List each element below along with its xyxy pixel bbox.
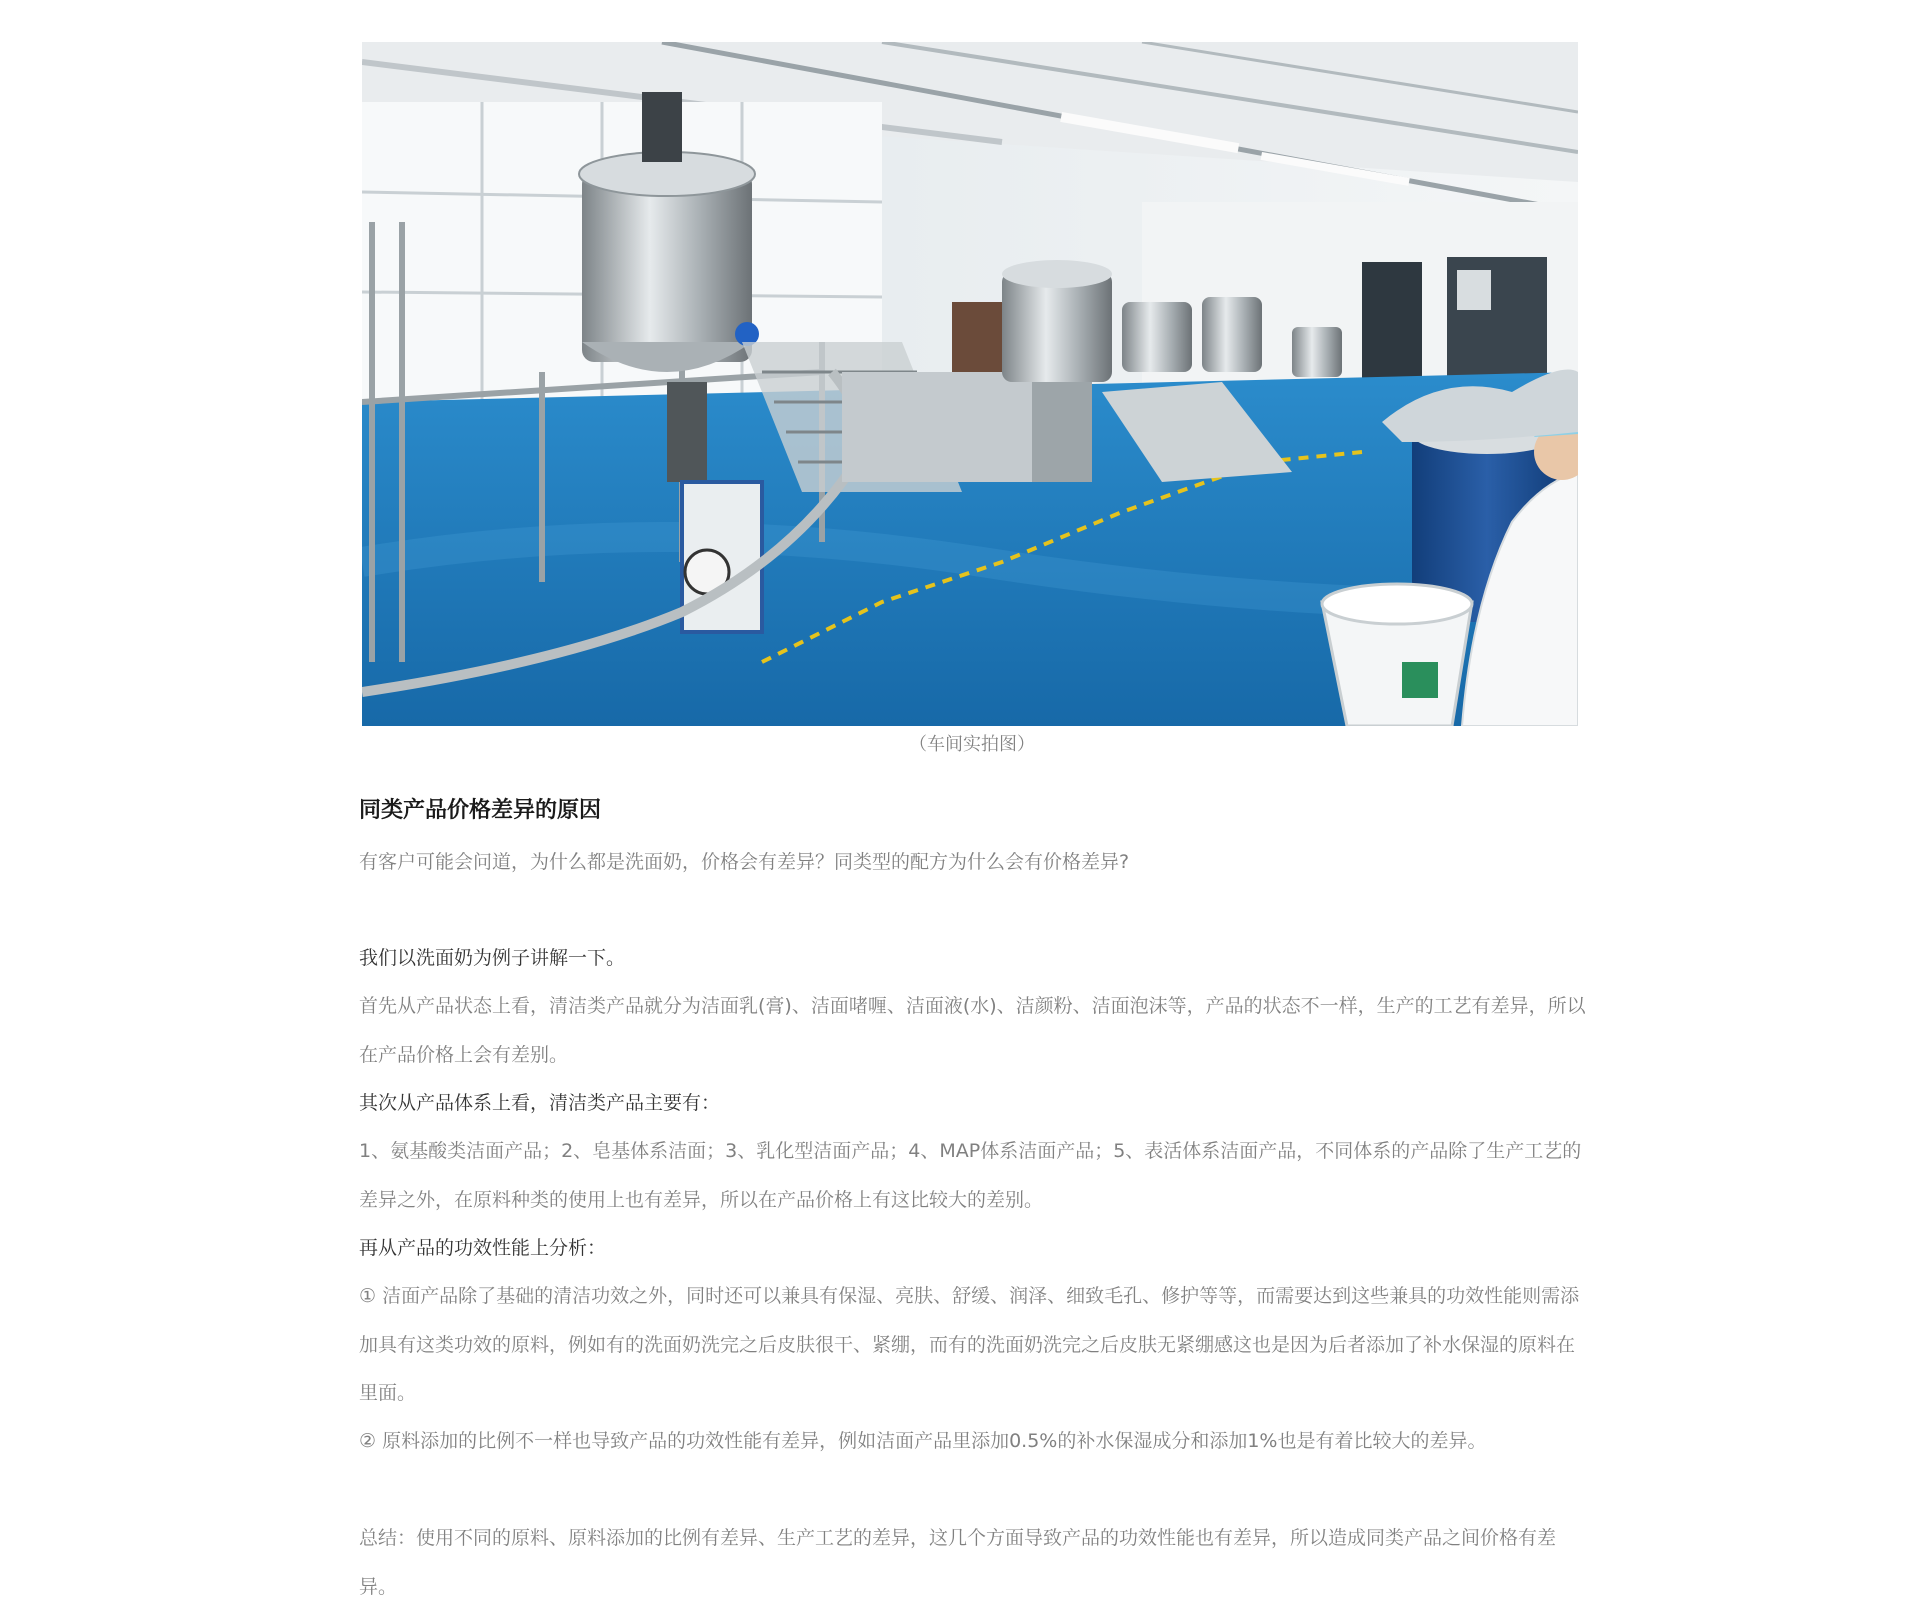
paragraph-summary: 总结：使用不同的原料、原料添加的比例有差异、生产工艺的差异，这几个方面导致产品的功效性能也有差异，所以造成同类产品之间价格有差异。	[359, 1527, 1557, 1598]
paragraph-question: 有客户可能会问道，为什么都是洗面奶，价格会有差异？同类型的配方为什么会有价格差异?	[359, 851, 1130, 873]
workshop-photo	[362, 42, 1578, 726]
paragraph-system-list: 1、氨基酸类洁面产品；2、皂基体系洁面；3、乳化型洁面产品；4、MAP体系洁面产品；5、表活体系洁面产品，不同体系的产品除了生产工艺的差异之外，在原料种类的使用上也有差异，所以在产品价格上有这比较大的差别。	[359, 1140, 1582, 1211]
paragraph-system-title: 其次从产品体系上看，清洁类产品主要有：	[359, 1092, 721, 1114]
paragraph-efficacy-2: ② 原料添加的比例不一样也导致产品的功效性能有差异，例如洁面产品里添加0.5%的补水保湿成分和添加1%也是有着比较大的差异。	[359, 1430, 1487, 1452]
paragraph-product-state: 首先从产品状态上看，清洁类产品就分为洁面乳(膏)、洁面啫喱、洁面液(水)、洁颜粉、洁面泡沫等，产品的状态不一样，生产的工艺有差异，所以在产品价格上会有差别。	[359, 995, 1586, 1066]
section-heading: 同类产品价格差异的原因	[359, 798, 602, 823]
paragraph-efficacy-1: ① 洁面产品除了基础的清洁功效之外，同时还可以兼具有保湿、亮肤、舒缓、润泽、细致毛孔、修护等等，而需要达到这些兼具的功效性能则需添加具有这类功效的原料，例如有的洗面奶洗完之后皮肤很干、紧绷，而有的洗面奶洗完之后皮肤无紧绷感这也是因为后者添加了补水保湿的原料在里面。	[359, 1285, 1580, 1404]
paragraph-intro: 我们以洗面奶为例子讲解一下。	[359, 947, 626, 969]
paragraph-efficacy-title: 再从产品的功效性能上分析：	[359, 1237, 607, 1259]
photo-caption: （车间实拍图）	[909, 734, 1035, 755]
